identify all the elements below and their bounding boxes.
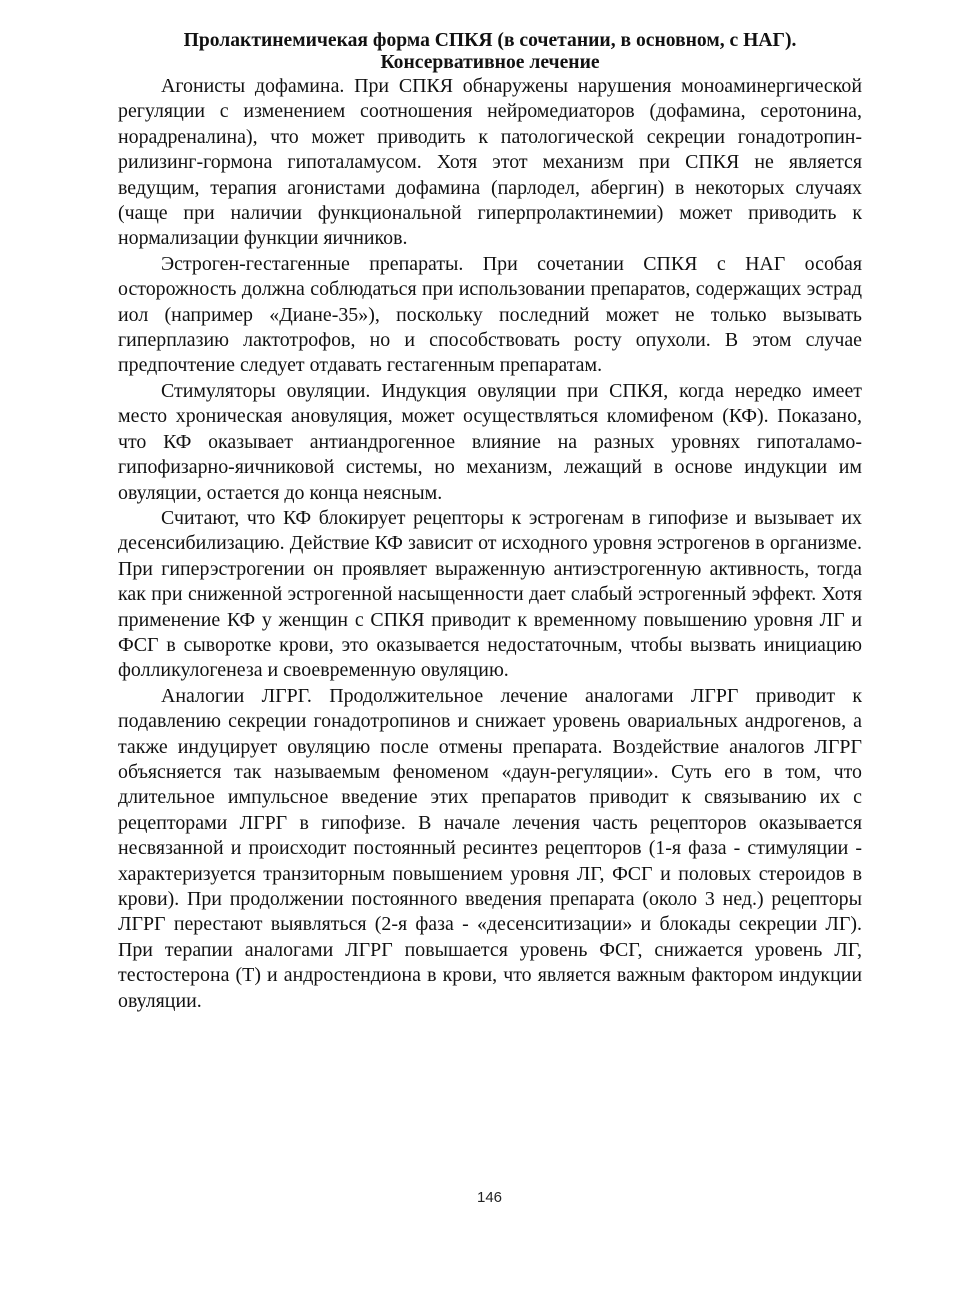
paragraph-estrogen-gestagen: Эстроген-гестагенные препараты. При сочетании СПКЯ с НАГ особая осторожность должна соблюдаться при использовании препаратов, содержащих эстрад иол (например «Диане-35»), поскольку последний может не только вызывать гиперплазию лактотрофов, но и способствовать росту опухоли. В этом случае предпочтение следует отдавать гестагенным препаратам. [118,252,862,377]
heading-line-1: Пролактинемичекая форма СПКЯ (в сочетании, в основном, с НАГ). [183,30,797,51]
page-number: 146 [476,1189,503,1206]
section-heading [118,30,862,74]
document-body [118,30,862,1014]
paragraph-lhrh-analogs: Аналогии ЛГРГ. Продолжительное лечение аналогами ЛГРГ приводит к подавлению секреции гонадотропинов и снижает уровень овариальных андрогенов, а также индуцирует овуляцию после отмены препарата. Воздействие аналогов ЛГРГ объясняется так называемым феноменом «даун-регуляции». Суть его в том, что длительное импульсное введение этих препаратов приводит к связыванию их с рецепторами ЛГРГ в гипофизе. В начале лечения часть рецепторов оказывается несвязанной и происходит постоянный ресинтез рецепторов (1-я фаза - стимуляции - характеризуется транзиторным повышением уровня ЛГ, ФСГ и половых стероидов в крови). При продолжении постоянного введения препарата (около 3 нед.) рецепторы ЛГРГ перестают выявляться (2-я фаза - «десенситизации» и блокады секреции ЛГ). При терапии аналогами ЛГРГ повышается уровень ФСГ, снижается уровень ЛГ, тестостерона (Т) и андростендиона в крови, что является важным фактором индукции овуляции. [118,684,862,1012]
paragraph-ovulation-stimulators: Стимуляторы овуляции. Индукция овуляции при СПКЯ, когда нередко имеет место хроническая ановуляция, может осуществляться кломифеном (КФ). Показано, что КФ оказывает антиандрогенное влияние на разных уровнях гипоталамо-гипофизарно-яичниковой системы, но механизм, лежащий в основе индукции им овуляции, остается до конца неясным. [118,379,862,504]
paragraph-clomiphene-action: Считают, что КФ блокирует рецепторы к эстрогенам в гипофизе и вызывает их десенсибилизацию. Действие КФ зависит от исходного уровня эстрогенов в организме. При гиперэстрогении он проявляет выраженную антиэстрогенную активность, тогда как при сниженной эстрогенной насыщенности дает слабый эстрогенный эффект. Хотя применение КФ у женщин с СПКЯ приводит к временному повышению уровня ЛГ и ФСГ в сыворотке крови, это оказывается недостаточным, чтобы вызвать инициацию фолликулогенеза и своевременную овуляцию. [118,506,862,682]
paragraph-dopamine-agonists: Агонисты дофамина. При СПКЯ обнаружены нарушения моноаминергической регуляции с изменением соотношения нейромедиаторов (дофамина, серотонина, норадреналина), что может приводить к патологической секреции гонадотропин-рилизинг-гормона гипоталамусом. Хотя этот механизм при СПКЯ не является ведущим, терапия агонистами дофамина (парлодел, абергин) в некоторых случаях (чаще при наличии функциональной гиперпролактинемии) может приводить к нормализации функции яичников. [118,75,862,250]
heading-line-2: Консервативное лечение [380,52,600,73]
